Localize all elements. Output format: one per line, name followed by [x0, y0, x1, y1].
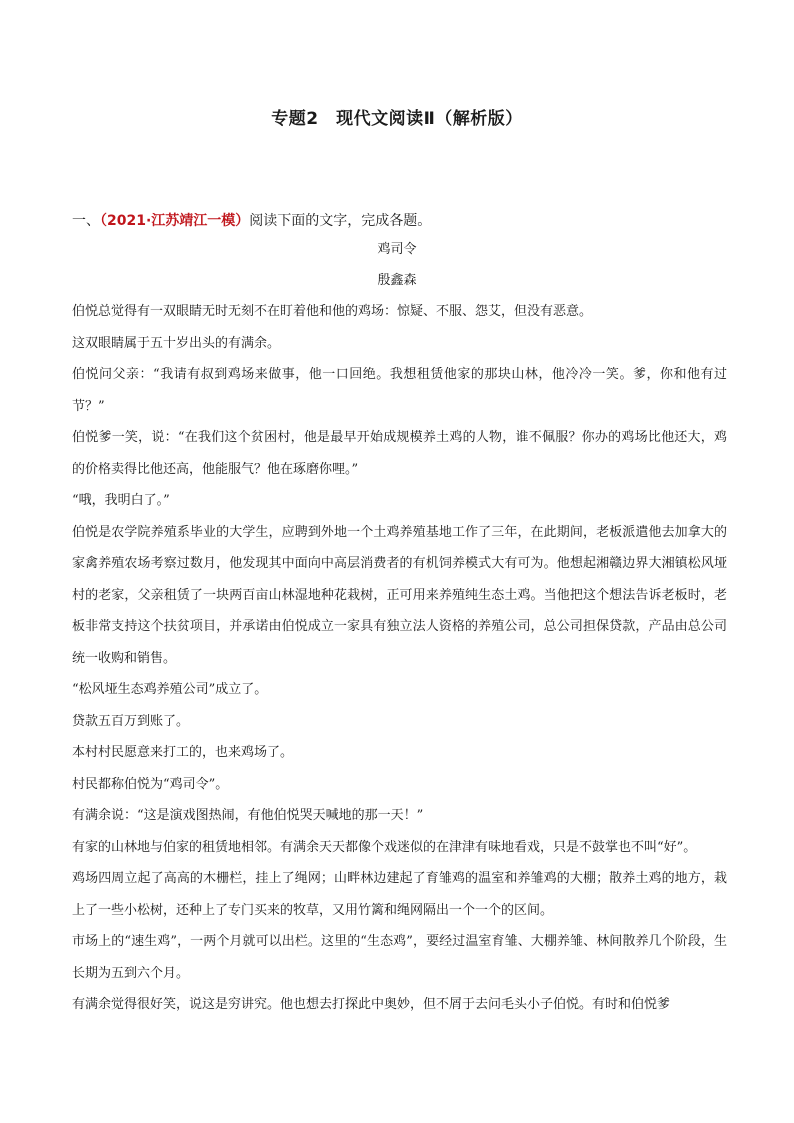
- paragraph: “松风垭生态鸡养殖公司”成立了。: [72, 682, 268, 697]
- article-title: 鸡司令: [377, 242, 417, 257]
- question-heading: [72, 210, 431, 230]
- paragraph: 这双眼睛属于五十岁出头的有满余。: [72, 335, 281, 351]
- question-source: （2021·江苏靖江一模）: [100, 213, 250, 229]
- paragraph: “哦，我明白了。”: [72, 493, 170, 508]
- question-instruction: 阅读下面的文字，完成各题。: [249, 213, 432, 229]
- paragraph: 村民都称伯悦为“鸡司令”。: [72, 776, 229, 792]
- paragraph: 市场上的“速生鸡”，一两个月就可以出栏。这里的“生态鸡”，要经过温室育雏、大棚养雏、林间散养几个阶段，生长期为五到六个月。: [72, 934, 727, 981]
- paragraph: 伯悦总觉得有一双眼睛无时无刻不在盯着他和他的鸡场：惊疑、不服、怨艾，但没有恶意。: [72, 304, 593, 319]
- paragraph: 有满余觉得很好笑，说这是穷讲究。他也想去打探此中奥妙，但不屑于去问毛头小子伯悦。有时和伯悦爹: [72, 997, 671, 1012]
- paragraph: 本村村民愿意来打工的，也来鸡场了。: [72, 745, 294, 760]
- paragraph: 贷款五百万到账了。: [72, 713, 190, 729]
- article-author: 殷鑫森: [377, 273, 417, 288]
- paragraph: 伯悦爹一笑，说：“在我们这个贫困村，他是最早开始成规模养土鸡的人物，谁不佩服？你办的鸡场比他还大，鸡的价格卖得比他还高，他能服气？他在琢磨你哩。”: [72, 430, 727, 477]
- question-number: 一、: [72, 213, 100, 229]
- paragraph: 伯悦是农学院养殖系毕业的大学生，应聘到外地一个土鸡养殖基地工作了三年，在此期间，老板派遣他去加拿大的家禽养殖农场考察过数月，他发现其中面向中高层消费者的有机饲养模式大有可为。他想起湘赣边界大湘镇松风垭村的老家，父亲租赁了一块两百亩山林湿地种花栽树，正可用来养殖纯生态土鸡。当他把这个想法告诉老板时，老板非常支持这个扶贫项目，并承诺由伯悦成立一家具有独立法人资格的养殖公司，总公司担保贷款，产品由总公司统一收购和销售。: [72, 524, 727, 666]
- document-title: 专题2 现代文阅读Ⅱ（解析版）: [271, 109, 523, 129]
- paragraph: 伯悦问父亲：“我请有叔到鸡场来做事，他一口回绝。我想租赁他家的那块山林，他冷冷一笑。爹，你和他有过节？”: [72, 367, 727, 414]
- paragraph: 有满余说：“这是演戏图热闹，有他伯悦哭天喊地的那一天！”: [72, 808, 424, 823]
- article-body: [72, 296, 727, 1021]
- paragraph: 鸡场四周立起了高高的木栅栏，挂上了绳网；山畔林边建起了育雏鸡的温室和养雏鸡的大棚；散养土鸡的地方，栽上了一些小松树，还种上了专门买来的牧草，又用竹篱和绳网隔出一个一个的区间。: [72, 871, 727, 918]
- paragraph: 有家的山林地与伯家的租赁地相邻。有满余天天都像个戏迷似的在津津有味地看戏，只是不鼓掌也不叫“好”。: [72, 839, 697, 855]
